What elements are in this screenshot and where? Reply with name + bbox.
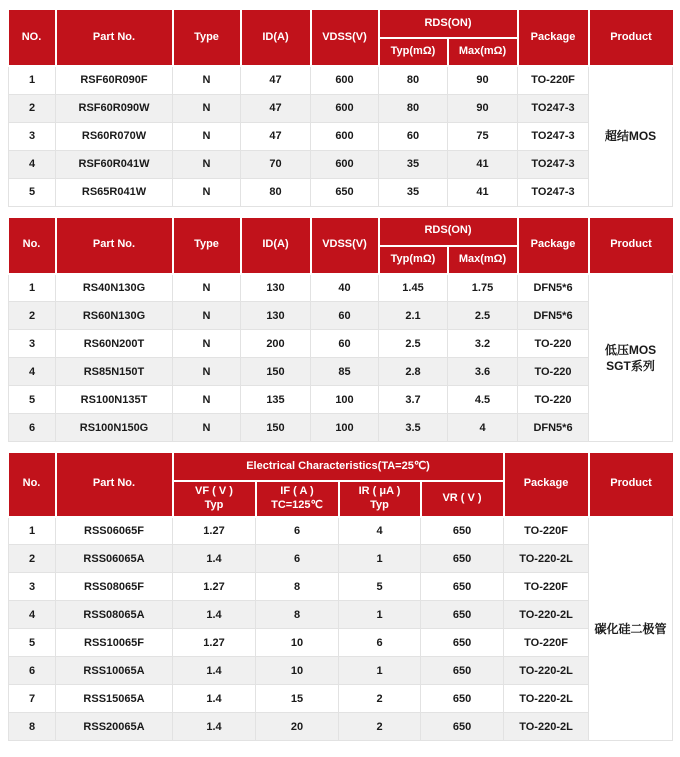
table-cell: 1 bbox=[339, 545, 421, 573]
header-product: Product bbox=[589, 453, 673, 517]
table-cell: RSF60R041W bbox=[56, 150, 173, 178]
header-vdss: VDSS(V) bbox=[311, 10, 379, 66]
table-cell: RS60N200T bbox=[56, 330, 173, 358]
product-cell: 低压MOS SGT系列 bbox=[589, 274, 673, 442]
table-row bbox=[9, 657, 673, 685]
product-cell: 超结MOS bbox=[589, 66, 673, 206]
table-cell: 5 bbox=[9, 178, 56, 206]
header-ir-line2: Typ bbox=[370, 498, 389, 511]
header-part-no: Part No. bbox=[56, 10, 173, 66]
header-type: Type bbox=[173, 218, 241, 274]
table-cell: 6 bbox=[339, 629, 421, 657]
table-cell: RSS20065A bbox=[56, 713, 173, 741]
header-electrical-characteristics: Electrical Characteristics(TA=25℃) bbox=[173, 453, 504, 481]
table-cell: 15 bbox=[256, 685, 339, 713]
table-cell: 75 bbox=[448, 122, 518, 150]
table-cell: 1.4 bbox=[173, 713, 256, 741]
table-cell: 3 bbox=[9, 122, 56, 150]
table-cell: 650 bbox=[421, 685, 504, 713]
header-vf-line1: VF ( V ) bbox=[195, 485, 233, 497]
table-cell: 7 bbox=[9, 685, 56, 713]
table-row bbox=[9, 414, 673, 442]
header-type: Type bbox=[173, 10, 241, 66]
table-cell: 1.4 bbox=[173, 601, 256, 629]
header-package: Package bbox=[518, 10, 589, 66]
header-vf bbox=[173, 481, 256, 517]
table-cell: 200 bbox=[241, 330, 311, 358]
table-cell: 6 bbox=[256, 517, 339, 545]
table-cell: TO-220F bbox=[504, 573, 589, 601]
header-no: NO. bbox=[9, 10, 56, 66]
header-rds-on: RDS(ON) bbox=[379, 218, 518, 246]
table-cell: 1.27 bbox=[173, 573, 256, 601]
table-cell: DFN5*6 bbox=[518, 274, 589, 302]
table-cell: 2.1 bbox=[379, 302, 448, 330]
table-cell: 600 bbox=[311, 122, 379, 150]
table-cell: 5 bbox=[9, 629, 56, 657]
table-cell: 1.75 bbox=[448, 274, 518, 302]
table-cell: 1.27 bbox=[173, 517, 256, 545]
table-cell: 3.5 bbox=[379, 414, 448, 442]
table-row bbox=[9, 274, 673, 302]
header-if-line2: TC=125℃ bbox=[271, 498, 323, 511]
table-cell: 2 bbox=[339, 713, 421, 741]
table-cell: 1 bbox=[9, 517, 56, 545]
table-cell: 4 bbox=[9, 601, 56, 629]
table-cell: 41 bbox=[448, 178, 518, 206]
table-header bbox=[9, 218, 673, 274]
table-cell: RSS10065A bbox=[56, 657, 173, 685]
table-row bbox=[9, 713, 673, 741]
header-rds-max: Max(mΩ) bbox=[448, 246, 518, 274]
table-cell: RS60R070W bbox=[56, 122, 173, 150]
table-cell: 3.7 bbox=[379, 386, 448, 414]
table-cell: TO-220 bbox=[518, 330, 589, 358]
table-cell: 5 bbox=[9, 386, 56, 414]
table-cell: 135 bbox=[241, 386, 311, 414]
table-cell: 1.4 bbox=[173, 657, 256, 685]
table-row bbox=[9, 517, 673, 545]
table-cell: 2.5 bbox=[379, 330, 448, 358]
table-cell: N bbox=[173, 386, 241, 414]
table-row bbox=[9, 545, 673, 573]
table-cell: 5 bbox=[339, 573, 421, 601]
table-row bbox=[9, 150, 673, 178]
header-no: No. bbox=[9, 453, 56, 517]
sic-diode-table bbox=[8, 453, 673, 741]
table-cell: 150 bbox=[241, 414, 311, 442]
table-cell: 90 bbox=[448, 66, 518, 94]
table-cell: RS65R041W bbox=[56, 178, 173, 206]
table-cell: N bbox=[173, 122, 241, 150]
table-cell: 3 bbox=[9, 330, 56, 358]
table-cell: 1 bbox=[339, 601, 421, 629]
table-cell: N bbox=[173, 414, 241, 442]
table-cell: 6 bbox=[9, 414, 56, 442]
header-vf-line2: Typ bbox=[204, 498, 224, 511]
table-body bbox=[9, 274, 673, 442]
table-cell: 6 bbox=[9, 657, 56, 685]
table-cell: 600 bbox=[311, 94, 379, 122]
table-cell: RS85N150T bbox=[56, 358, 173, 386]
header-ir-line1: IR ( μA ) bbox=[358, 485, 401, 497]
table-row bbox=[9, 386, 673, 414]
table-cell: 90 bbox=[448, 94, 518, 122]
table-cell: 60 bbox=[311, 330, 379, 358]
table-cell: TO-220F bbox=[518, 66, 589, 94]
table-cell: TO-220-2L bbox=[504, 545, 589, 573]
table-row bbox=[9, 685, 673, 713]
table-cell: 100 bbox=[311, 414, 379, 442]
table-row bbox=[9, 94, 673, 122]
table-cell: 650 bbox=[421, 601, 504, 629]
table-cell: N bbox=[173, 330, 241, 358]
table-cell: RSS06065F bbox=[56, 517, 173, 545]
table-row bbox=[9, 330, 673, 358]
table-cell: RSS06065A bbox=[56, 545, 173, 573]
header-id-a: ID(A) bbox=[241, 10, 311, 66]
table-cell: 2 bbox=[9, 302, 56, 330]
table-cell: TO247-3 bbox=[518, 94, 589, 122]
table-cell: RSS15065A bbox=[56, 685, 173, 713]
table-cell: 40 bbox=[311, 274, 379, 302]
table-cell: 60 bbox=[379, 122, 448, 150]
table-cell: 47 bbox=[241, 66, 311, 94]
table-cell: 650 bbox=[311, 178, 379, 206]
table-cell: 650 bbox=[421, 713, 504, 741]
table-cell: 650 bbox=[421, 545, 504, 573]
table-cell: N bbox=[173, 66, 241, 94]
table-cell: TO-220 bbox=[518, 386, 589, 414]
table-cell: DFN5*6 bbox=[518, 414, 589, 442]
table-cell: RS60N130G bbox=[56, 302, 173, 330]
table-cell: 2 bbox=[9, 545, 56, 573]
table-cell: 130 bbox=[241, 274, 311, 302]
table-cell: 150 bbox=[241, 358, 311, 386]
header-no: No. bbox=[9, 218, 56, 274]
table-cell: 41 bbox=[448, 150, 518, 178]
table-cell: 80 bbox=[241, 178, 311, 206]
table-cell: N bbox=[173, 302, 241, 330]
table-cell: RSF60R090F bbox=[56, 66, 173, 94]
header-id-a: ID(A) bbox=[241, 218, 311, 274]
table-cell: 130 bbox=[241, 302, 311, 330]
table-row bbox=[9, 573, 673, 601]
table-cell: 600 bbox=[311, 150, 379, 178]
table-cell: 8 bbox=[256, 573, 339, 601]
table-cell: 650 bbox=[421, 629, 504, 657]
table-cell: TO-220-2L bbox=[504, 601, 589, 629]
table-row bbox=[9, 629, 673, 657]
header-package: Package bbox=[504, 453, 589, 517]
superjunction-mos-table bbox=[8, 10, 673, 207]
header-rds-typ: Typ(mΩ) bbox=[379, 38, 448, 66]
table-cell: RSS08065F bbox=[56, 573, 173, 601]
table-cell: 650 bbox=[421, 517, 504, 545]
table-cell: 20 bbox=[256, 713, 339, 741]
table-cell: 4 bbox=[9, 358, 56, 386]
table-cell: 60 bbox=[311, 302, 379, 330]
header-vr: VR ( V ) bbox=[421, 481, 504, 517]
table-cell: TO-220-2L bbox=[504, 685, 589, 713]
table-cell: 80 bbox=[379, 94, 448, 122]
table-header bbox=[9, 10, 673, 66]
table-cell: TO-220F bbox=[504, 517, 589, 545]
table-cell: 10 bbox=[256, 657, 339, 685]
table-cell: 1.45 bbox=[379, 274, 448, 302]
table-cell: 47 bbox=[241, 94, 311, 122]
table-cell: RSF60R090W bbox=[56, 94, 173, 122]
table-cell: N bbox=[173, 150, 241, 178]
table-cell: 85 bbox=[311, 358, 379, 386]
table-cell: 4 bbox=[448, 414, 518, 442]
header-package: Package bbox=[518, 218, 589, 274]
table-cell: RSS10065F bbox=[56, 629, 173, 657]
header-product: Product bbox=[589, 10, 673, 66]
header-vdss: VDSS(V) bbox=[311, 218, 379, 274]
table-cell: 4 bbox=[9, 150, 56, 178]
header-part-no: Part No. bbox=[56, 218, 173, 274]
table-cell: N bbox=[173, 94, 241, 122]
table-cell: 1.27 bbox=[173, 629, 256, 657]
table-row bbox=[9, 358, 673, 386]
header-if bbox=[256, 481, 339, 517]
table-cell: 47 bbox=[241, 122, 311, 150]
table-row bbox=[9, 66, 673, 94]
header-ir bbox=[339, 481, 421, 517]
table-cell: N bbox=[173, 274, 241, 302]
table-cell: TO-220-2L bbox=[504, 657, 589, 685]
table-cell: 4.5 bbox=[448, 386, 518, 414]
table-cell: 10 bbox=[256, 629, 339, 657]
table-cell: 6 bbox=[256, 545, 339, 573]
table-cell: 100 bbox=[311, 386, 379, 414]
table-cell: TO-220-2L bbox=[504, 713, 589, 741]
table-cell: RSS08065A bbox=[56, 601, 173, 629]
table-cell: 2 bbox=[339, 685, 421, 713]
table-cell: TO-220F bbox=[504, 629, 589, 657]
table-cell: RS100N135T bbox=[56, 386, 173, 414]
table-cell: 2.8 bbox=[379, 358, 448, 386]
table-cell: DFN5*6 bbox=[518, 302, 589, 330]
table-body bbox=[9, 66, 673, 206]
table-cell: TO247-3 bbox=[518, 122, 589, 150]
table-cell: RS40N130G bbox=[56, 274, 173, 302]
table-cell: 650 bbox=[421, 657, 504, 685]
header-product: Product bbox=[589, 218, 673, 274]
table-cell: 35 bbox=[379, 178, 448, 206]
header-rds-typ: Typ(mΩ) bbox=[379, 246, 448, 274]
table-cell: 1 bbox=[9, 274, 56, 302]
low-voltage-mos-table bbox=[8, 218, 673, 443]
table-cell: 3 bbox=[9, 573, 56, 601]
table-cell: 1 bbox=[339, 657, 421, 685]
table-cell: 80 bbox=[379, 66, 448, 94]
header-part-no: Part No. bbox=[56, 453, 173, 517]
table-row bbox=[9, 302, 673, 330]
table-cell: 2.5 bbox=[448, 302, 518, 330]
table-body bbox=[9, 517, 673, 741]
table-cell: TO-220 bbox=[518, 358, 589, 386]
table-cell: N bbox=[173, 178, 241, 206]
table-row bbox=[9, 122, 673, 150]
table-cell: 8 bbox=[256, 601, 339, 629]
table-cell: 35 bbox=[379, 150, 448, 178]
table-cell: 3.2 bbox=[448, 330, 518, 358]
header-rds-max: Max(mΩ) bbox=[448, 38, 518, 66]
header-if-line1: IF ( A ) bbox=[280, 485, 314, 497]
table-cell: 8 bbox=[9, 713, 56, 741]
table-cell: 70 bbox=[241, 150, 311, 178]
table-cell: 1.4 bbox=[173, 545, 256, 573]
table-cell: 1 bbox=[9, 66, 56, 94]
table-cell: TO247-3 bbox=[518, 150, 589, 178]
table-cell: 4 bbox=[339, 517, 421, 545]
table-cell: 3.6 bbox=[448, 358, 518, 386]
table-row bbox=[9, 178, 673, 206]
table-cell: TO247-3 bbox=[518, 178, 589, 206]
header-rds-on: RDS(ON) bbox=[379, 10, 518, 38]
table-header bbox=[9, 453, 673, 517]
table-cell: 2 bbox=[9, 94, 56, 122]
table-cell: 1.4 bbox=[173, 685, 256, 713]
table-cell: 650 bbox=[421, 573, 504, 601]
table-row bbox=[9, 601, 673, 629]
table-cell: RS100N150G bbox=[56, 414, 173, 442]
product-cell: 碳化硅二极管 bbox=[589, 517, 673, 741]
table-cell: N bbox=[173, 358, 241, 386]
table-cell: 600 bbox=[311, 66, 379, 94]
